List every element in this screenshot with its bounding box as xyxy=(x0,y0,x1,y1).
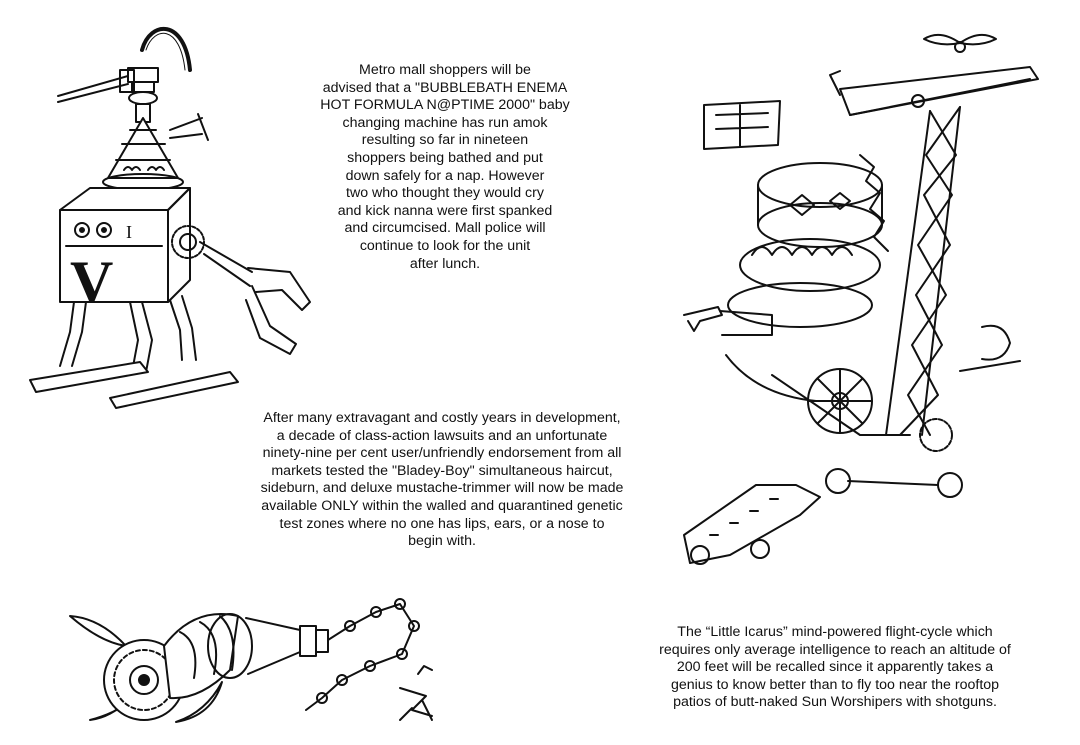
robot-letter-i: I xyxy=(126,222,132,242)
baby-changing-robot-illustration xyxy=(20,10,320,410)
bladey-boy-paragraph: After many extravagant and costly years in development, a decade of class-action lawsuits and an unfortunate ninety-nine per cent user/unfriendly endorsement from all markets tested the "Bladey-Boy" simultaneous haircut, sideburn, and deluxe mustache-trimmer will now be made available ONLY within the walled and quarantined genetic test zones where no one has lips, ears, or a nose to begin with. xyxy=(260,410,624,550)
robot-letter-v: V xyxy=(70,249,114,315)
bladey-boy-trimmer-illustration xyxy=(60,570,460,740)
little-icarus-paragraph: The “Little Icarus” mind-powered flight-cycle which requires only average intelligence to reach an altitude of 200 feet will be recalled since it apparently takes a genius to know better than to fly too near the rooftop patios of butt-naked Sun Worshipers with shotguns. xyxy=(659,624,1011,711)
little-icarus-flight-cycle-illustration xyxy=(660,15,1060,595)
enema-machine-paragraph: Metro mall shoppers will be advised that a "BUBBLEBATH ENEMA HOT FORMULA N@PTIME 2000" baby changing machine has run amok resulting so far in nineteen shoppers being bathed and put down safely for a nap. However two who thought they would cry and kick nanna were first spanked and circumcised. Mall police will continue to look for the unit after lunch. xyxy=(320,62,570,272)
